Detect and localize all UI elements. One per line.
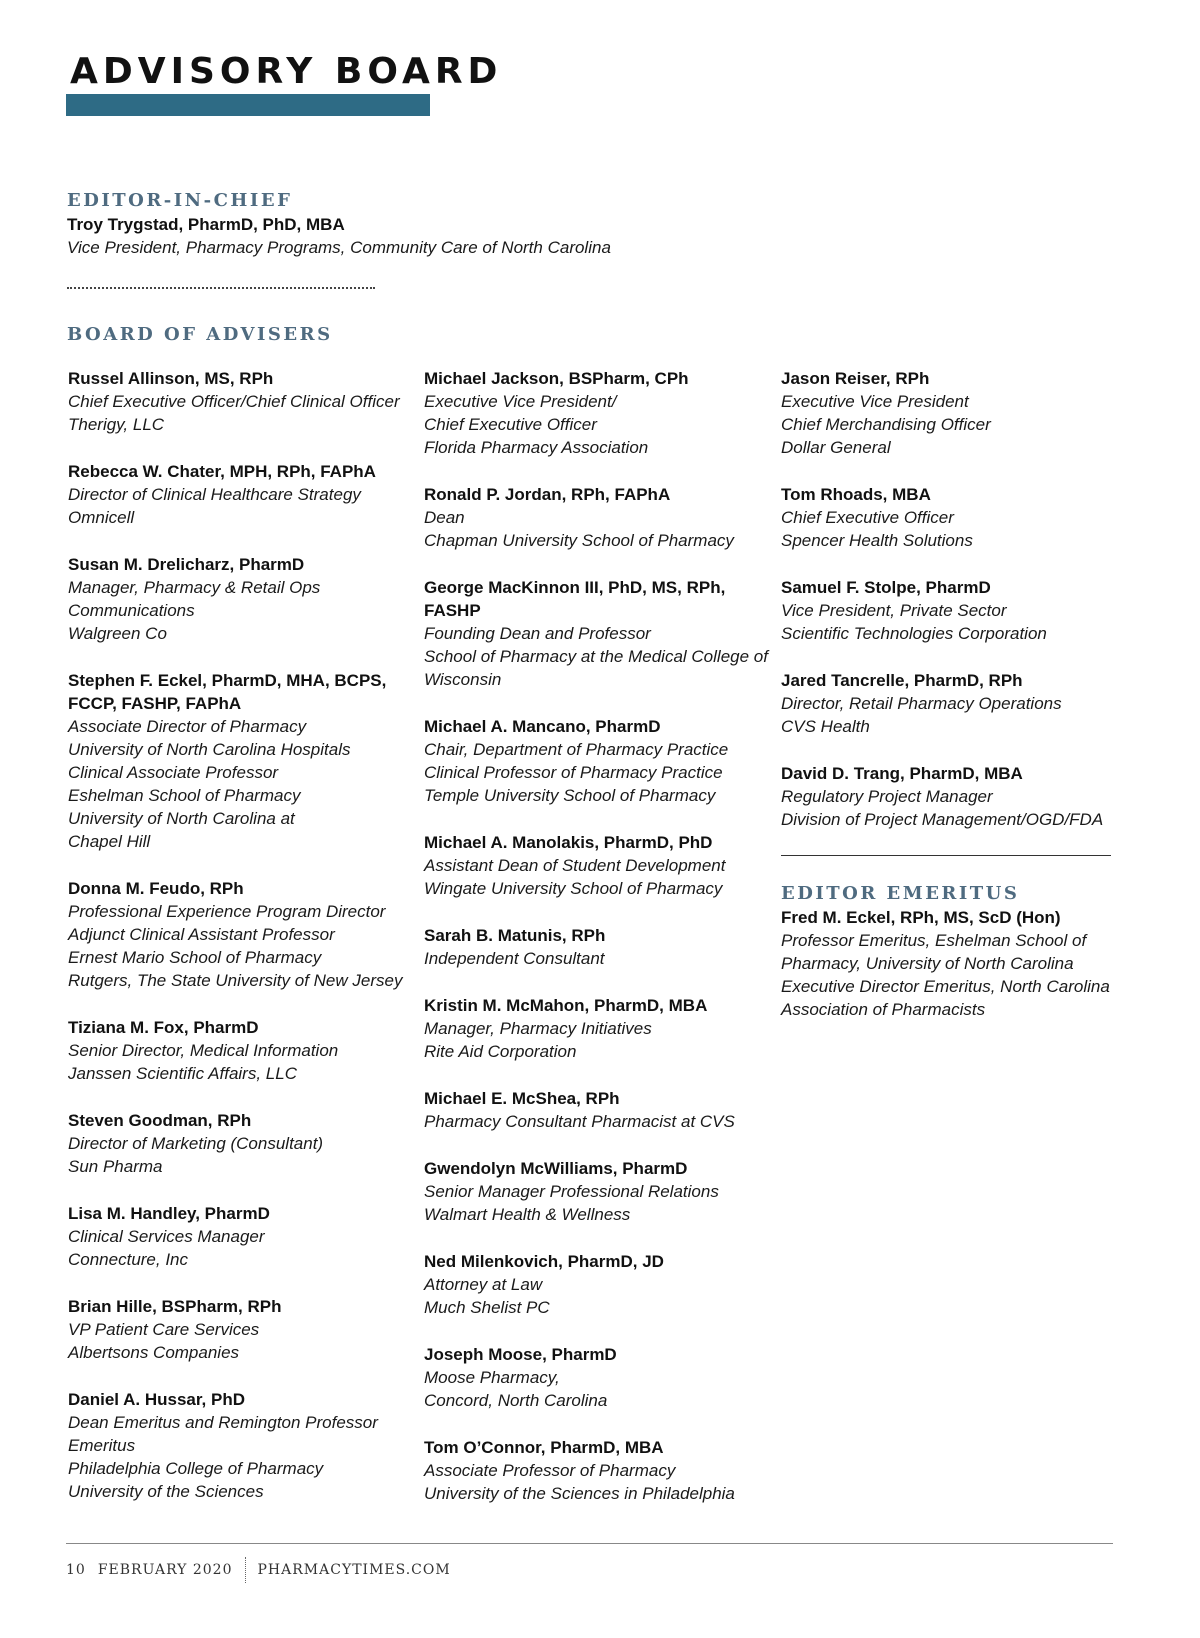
- adviser-name: Brian Hille, BSPharm, RPh: [68, 1297, 282, 1316]
- adviser-entry: [68, 367, 408, 436]
- adviser-affiliation: Clinical Professor of Pharmacy Practice: [424, 763, 723, 782]
- adviser-entry: [68, 1109, 408, 1178]
- adviser-entry: [424, 715, 769, 807]
- adviser-affiliation: Executive Vice President: [781, 392, 969, 411]
- dotted-divider: [67, 287, 375, 289]
- editor-emeritus-line: Association of Pharmacists: [781, 1000, 986, 1019]
- adviser-affiliation: Professional Experience Program Director: [68, 902, 386, 921]
- adviser-name: Michael A. Mancano, PharmD: [424, 717, 661, 736]
- adviser-affiliation: Moose Pharmacy,: [424, 1368, 560, 1387]
- page-footer: [66, 1557, 451, 1583]
- footer-separator: [245, 1557, 246, 1583]
- emeritus-divider: [781, 855, 1111, 856]
- editor-emeritus-line: Professor Emeritus, Eshelman School of: [781, 931, 1087, 950]
- adviser-affiliation: Dean Emeritus and Remington Professor: [68, 1413, 378, 1432]
- adviser-name: Sarah B. Matunis, RPh: [424, 926, 606, 945]
- adviser-name: Susan M. Drelicharz, PharmD: [68, 555, 305, 574]
- adviser-affiliation: Independent Consultant: [424, 949, 605, 968]
- adviser-affiliation: Chapel Hill: [68, 832, 151, 851]
- adviser-affiliation: Sun Pharma: [68, 1157, 163, 1176]
- adviser-entry: [424, 924, 769, 970]
- footer-rule: [66, 1543, 1113, 1544]
- adviser-name: Tom O’Connor, PharmD, MBA: [424, 1438, 664, 1457]
- adviser-affiliation: Pharmacy Consultant Pharmacist at CVS: [424, 1112, 735, 1131]
- adviser-affiliation: Manager, Pharmacy Initiatives: [424, 1019, 652, 1038]
- adviser-affiliation: Director, Retail Pharmacy Operations: [781, 694, 1062, 713]
- adviser-name: Tiziana M. Fox, PharmD: [68, 1018, 259, 1037]
- adviser-affiliation: Chair, Department of Pharmacy Practice: [424, 740, 729, 759]
- adviser-affiliation: Rite Aid Corporation: [424, 1042, 577, 1061]
- adviser-affiliation: Founding Dean and Professor: [424, 624, 651, 643]
- adviser-affiliation: Attorney at Law: [424, 1275, 543, 1294]
- advisers-column-2: [424, 367, 769, 1529]
- adviser-affiliation: Wingate University School of Pharmacy: [424, 879, 723, 898]
- adviser-entry: [424, 1343, 769, 1412]
- adviser-affiliation: Walmart Health & Wellness: [424, 1205, 631, 1224]
- adviser-entry: [781, 576, 1111, 645]
- adviser-affiliation: Regulatory Project Manager: [781, 787, 993, 806]
- editor-emeritus-line: Pharmacy, University of North Carolina: [781, 954, 1074, 973]
- adviser-name: Jared Tancrelle, PharmD, RPh: [781, 671, 1023, 690]
- page-title: ADVISORY BOARD: [70, 51, 503, 92]
- adviser-entry: [781, 367, 1111, 459]
- adviser-name: George MacKinnon III, PhD, MS, RPh, FASHP: [424, 578, 726, 620]
- adviser-affiliation: Clinical Services Manager: [68, 1227, 265, 1246]
- adviser-affiliation: University of the Sciences: [68, 1482, 264, 1501]
- adviser-name: Ronald P. Jordan, RPh, FAPhA: [424, 485, 671, 504]
- adviser-affiliation: Therigy, LLC: [68, 415, 165, 434]
- adviser-affiliation: Director of Marketing (Consultant): [68, 1134, 324, 1153]
- adviser-affiliation: Chief Merchandising Officer: [781, 415, 991, 434]
- adviser-entry: [424, 1087, 769, 1133]
- adviser-affiliation: University of the Sciences in Philadelphia: [424, 1484, 735, 1503]
- adviser-entry: [68, 1016, 408, 1085]
- adviser-name: Lisa M. Handley, PharmD: [68, 1204, 270, 1223]
- adviser-affiliation: Janssen Scientific Affairs, LLC: [68, 1064, 297, 1083]
- adviser-affiliation: CVS Health: [781, 717, 870, 736]
- adviser-affiliation: University of North Carolina at: [68, 809, 295, 828]
- adviser-name: Kristin M. McMahon, PharmD, MBA: [424, 996, 708, 1015]
- editor-emeritus-name: Fred M. Eckel, RPh, MS, ScD (Hon): [781, 908, 1061, 927]
- adviser-affiliation: Dollar General: [781, 438, 891, 457]
- adviser-entry: [424, 367, 769, 459]
- adviser-name: Joseph Moose, PharmD: [424, 1345, 617, 1364]
- adviser-name: Michael Jackson, BSPharm, CPh: [424, 369, 689, 388]
- advisers-column-1: [68, 367, 408, 1527]
- adviser-affiliation: Scientific Technologies Corporation: [781, 624, 1047, 643]
- adviser-affiliation: Assistant Dean of Student Development: [424, 856, 726, 875]
- adviser-entry: [68, 553, 408, 645]
- adviser-affiliation: Associate Professor of Pharmacy: [424, 1461, 676, 1480]
- issue-date: FEBRUARY 2020: [97, 1562, 233, 1578]
- adviser-affiliation: University of North Carolina Hospitals: [68, 740, 351, 759]
- editor-emeritus-heading: EDITOR EMERITUS: [781, 883, 1020, 904]
- adviser-affiliation: Chief Executive Officer/Chief Clinical Officer: [68, 392, 400, 411]
- adviser-name: Jason Reiser, RPh: [781, 369, 930, 388]
- adviser-name: David D. Trang, PharmD, MBA: [781, 764, 1023, 783]
- adviser-affiliation: Senior Manager Professional Relations: [424, 1182, 719, 1201]
- adviser-name: Ned Milenkovich, PharmD, JD: [424, 1252, 664, 1271]
- adviser-entry: [424, 483, 769, 552]
- adviser-affiliation: Temple University School of Pharmacy: [424, 786, 716, 805]
- editor-in-chief-heading: EDITOR-IN-CHIEF: [67, 190, 293, 211]
- advisers-column-3: [781, 367, 1111, 1021]
- adviser-affiliation: Rutgers, The State University of New Jersey: [68, 971, 403, 990]
- adviser-entry: [68, 877, 408, 992]
- adviser-affiliation: Ernest Mario School of Pharmacy: [68, 948, 322, 967]
- adviser-affiliation: School of Pharmacy at the Medical College of: [424, 647, 768, 666]
- adviser-affiliation: Eshelman School of Pharmacy: [68, 786, 301, 805]
- editor-in-chief-section: [67, 189, 611, 259]
- title-underline-bar: [66, 94, 430, 116]
- adviser-affiliation: Executive Vice President/: [424, 392, 617, 411]
- editor-in-chief-title: Vice President, Pharmacy Programs, Community Care of North Carolina: [67, 238, 611, 257]
- editor-in-chief-name: Troy Trygstad, PharmD, PhD, MBA: [67, 215, 345, 234]
- adviser-affiliation: Walgreen Co: [68, 624, 167, 643]
- adviser-name: Steven Goodman, RPh: [68, 1111, 252, 1130]
- adviser-affiliation: Associate Director of Pharmacy: [68, 717, 307, 736]
- adviser-affiliation: Philadelphia College of Pharmacy: [68, 1459, 324, 1478]
- adviser-affiliation: Dean: [424, 508, 465, 527]
- adviser-affiliation: Emeritus: [68, 1436, 136, 1455]
- adviser-entry: [68, 460, 408, 529]
- adviser-affiliation: Much Shelist PC: [424, 1298, 550, 1317]
- adviser-name: Michael A. Manolakis, PharmD, PhD: [424, 833, 713, 852]
- adviser-entry: [68, 1388, 408, 1503]
- adviser-entry: [424, 1157, 769, 1226]
- adviser-affiliation: Chief Executive Officer: [781, 508, 954, 527]
- adviser-affiliation: VP Patient Care Services: [68, 1320, 260, 1339]
- adviser-name: Tom Rhoads, MBA: [781, 485, 931, 504]
- adviser-entry: [424, 831, 769, 900]
- adviser-affiliation: Clinical Associate Professor: [68, 763, 279, 782]
- adviser-affiliation: Concord, North Carolina: [424, 1391, 608, 1410]
- adviser-name: Samuel F. Stolpe, PharmD: [781, 578, 991, 597]
- adviser-affiliation: Vice President, Private Sector: [781, 601, 1007, 620]
- adviser-name: Russel Allinson, MS, RPh: [68, 369, 274, 388]
- adviser-affiliation: Florida Pharmacy Association: [424, 438, 649, 457]
- adviser-name: Stephen F. Eckel, PharmD, MHA, BCPS, FCCP, FASHP, FAPhA: [68, 671, 387, 713]
- adviser-affiliation: Chief Executive Officer: [424, 415, 597, 434]
- adviser-entry: [68, 1202, 408, 1271]
- adviser-affiliation: Senior Director, Medical Information: [68, 1041, 339, 1060]
- editor-emeritus-section: [781, 882, 1111, 1021]
- adviser-affiliation: Division of Project Management/OGD/FDA: [781, 810, 1104, 829]
- adviser-entry: [781, 762, 1111, 831]
- adviser-name: Daniel A. Hussar, PhD: [68, 1390, 245, 1409]
- board-of-advisers-heading: BOARD OF ADVISERS: [67, 324, 333, 345]
- adviser-name: Gwendolyn McWilliams, PharmD: [424, 1159, 688, 1178]
- editor-emeritus-line: Executive Director Emeritus, North Carolina: [781, 977, 1110, 996]
- adviser-affiliation: Manager, Pharmacy & Retail Ops: [68, 578, 321, 597]
- adviser-affiliation: Spencer Health Solutions: [781, 531, 973, 550]
- adviser-entry: [781, 669, 1111, 738]
- page-number: 10: [66, 1562, 86, 1578]
- adviser-name: Michael E. McShea, RPh: [424, 1089, 620, 1108]
- adviser-name: Rebecca W. Chater, MPH, RPh, FAPhA: [68, 462, 376, 481]
- adviser-entry: [424, 1436, 769, 1505]
- adviser-affiliation: Connecture, Inc: [68, 1250, 189, 1269]
- adviser-name: Donna M. Feudo, RPh: [68, 879, 244, 898]
- adviser-affiliation: Albertsons Companies: [68, 1343, 240, 1362]
- adviser-entry: [68, 1295, 408, 1364]
- adviser-affiliation: Omnicell: [68, 508, 135, 527]
- adviser-affiliation: Communications: [68, 601, 195, 620]
- adviser-affiliation: Adjunct Clinical Assistant Professor: [68, 925, 335, 944]
- adviser-entry: [68, 669, 408, 853]
- adviser-entry: [424, 576, 769, 691]
- adviser-entry: [424, 1250, 769, 1319]
- adviser-affiliation: Director of Clinical Healthcare Strategy: [68, 485, 361, 504]
- adviser-entry: [781, 483, 1111, 552]
- adviser-entry: [424, 994, 769, 1063]
- adviser-affiliation: Wisconsin: [424, 670, 502, 689]
- adviser-affiliation: Chapman University School of Pharmacy: [424, 531, 734, 550]
- advisers-column-3-entries: [781, 367, 1111, 831]
- website-link[interactable]: PHARMACYTIMES.COM: [257, 1562, 451, 1578]
